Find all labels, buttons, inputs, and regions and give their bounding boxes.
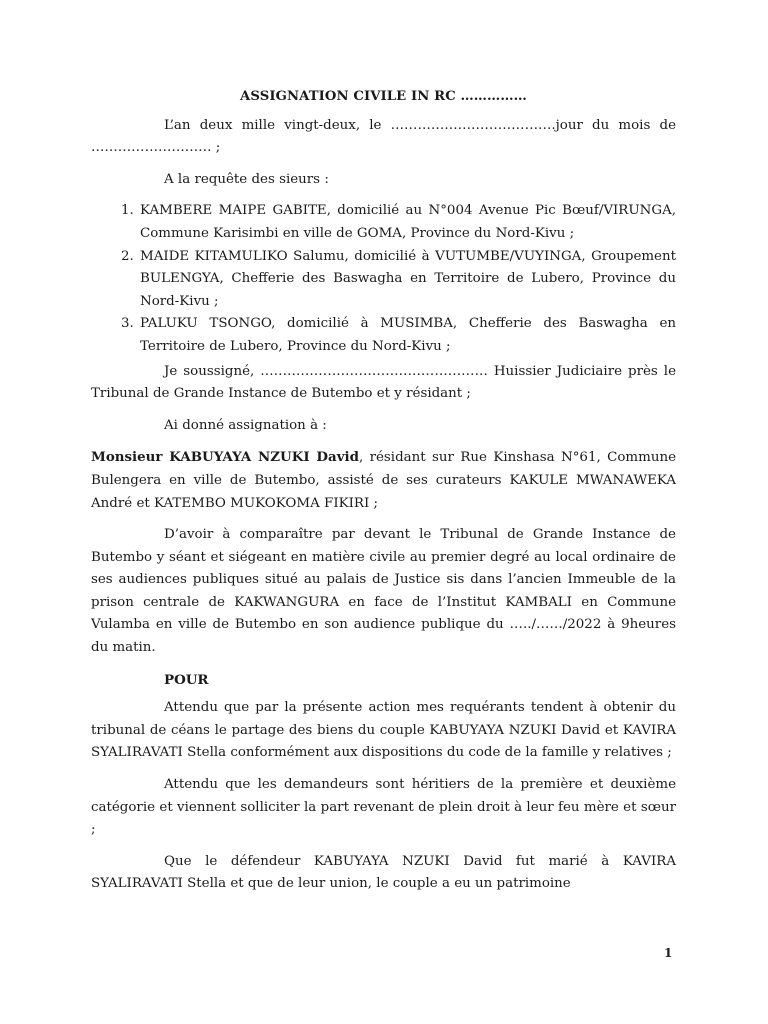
defendant-paragraph [91, 446, 676, 515]
document-title: ASSIGNATION CIVILE IN RC …………… [240, 89, 527, 104]
attendu-paragraph: Que le défendeur KABUYAYA NZUKI David fut marié à KAVIRA SYALIRAVATI Stella et que de leur union, le couple a eu un patrimoine [91, 853, 676, 892]
attendu-paragraph: Attendu que par la présente action mes requérants tendent à obtenir du tribunal de céans le partage des biens du couple KABUYAYA NZUKI David et KAVIRA SYALIRAVATI Stella conformément aux dispositions du code de la famille y relatives ; [91, 700, 676, 761]
huissier-line: Je soussigné, …………………………………………… Huissier Judiciaire près le Tribunal de Grande Instance de Butembo et y résidant ; [91, 363, 676, 402]
date-line: L’an deux mille vingt-deux, le ……………………………….jour du mois de ……………………… ; [91, 117, 676, 156]
assignation-intro: Ai donné assignation à : [164, 417, 327, 433]
defendant-name: Monsieur KABUYAYA NZUKI David [91, 449, 359, 466]
requerant-item: 1. KAMBERE MAIPE GABITE, domicilié au N°004 Avenue Pic Bœuf/VIRUNGA, Commune Karisimbi en ville de GOMA, Province du Nord-Kivu ; [138, 200, 676, 245]
document-body [91, 86, 676, 905]
requerant-item: 2. MAIDE KITAMULIKO Salumu, domicilié à VUTUMBE/VUYINGA, Groupement BULENGYA, Chefferie des Baswagha en Territoire de Lubero, Province du Nord-Kivu ; [138, 246, 676, 314]
requerant-item: 3. PALUKU TSONGO, domicilié à MUSIMBA, Chefferie des Baswagha en Territoire de Lubero, Province du Nord-Kivu ; [138, 313, 676, 358]
pour-heading: POUR [164, 671, 209, 688]
comparaitre-paragraph: D’avoir à comparaître par devant le Tribunal de Grande Instance de Butembo y séant et siégeant en matière civile au premier degré au local ordinaire de ses audiences publiques situé au palais de Justice sis dans l’ancien Immeuble de la prison centrale de KAKWANGURA en face de l’Institut KAMBALI en Commune Vulamba en ville de Butembo en son audience publique du …../……/2022 à 9heures du matin. [91, 527, 676, 656]
attendu-paragraph: Attendu que les demandeurs sont héritiers de la première et deuxième catégorie et viennent solliciter la part revenant de plein droit à leur feu mère et sœur ; [91, 777, 676, 838]
requerants-list [91, 200, 676, 358]
request-intro: A la requête des sieurs : [164, 171, 329, 187]
page-number: 1 [664, 946, 673, 960]
defendant-details: , résidant sur Rue Kinshasa N°61, Commune Bulengera en ville de Butembo, assisté de ses curateurs KAKULE MWANAWEKA André et KATEMBO MUKOKOMA FIKIRI ; [91, 450, 676, 511]
